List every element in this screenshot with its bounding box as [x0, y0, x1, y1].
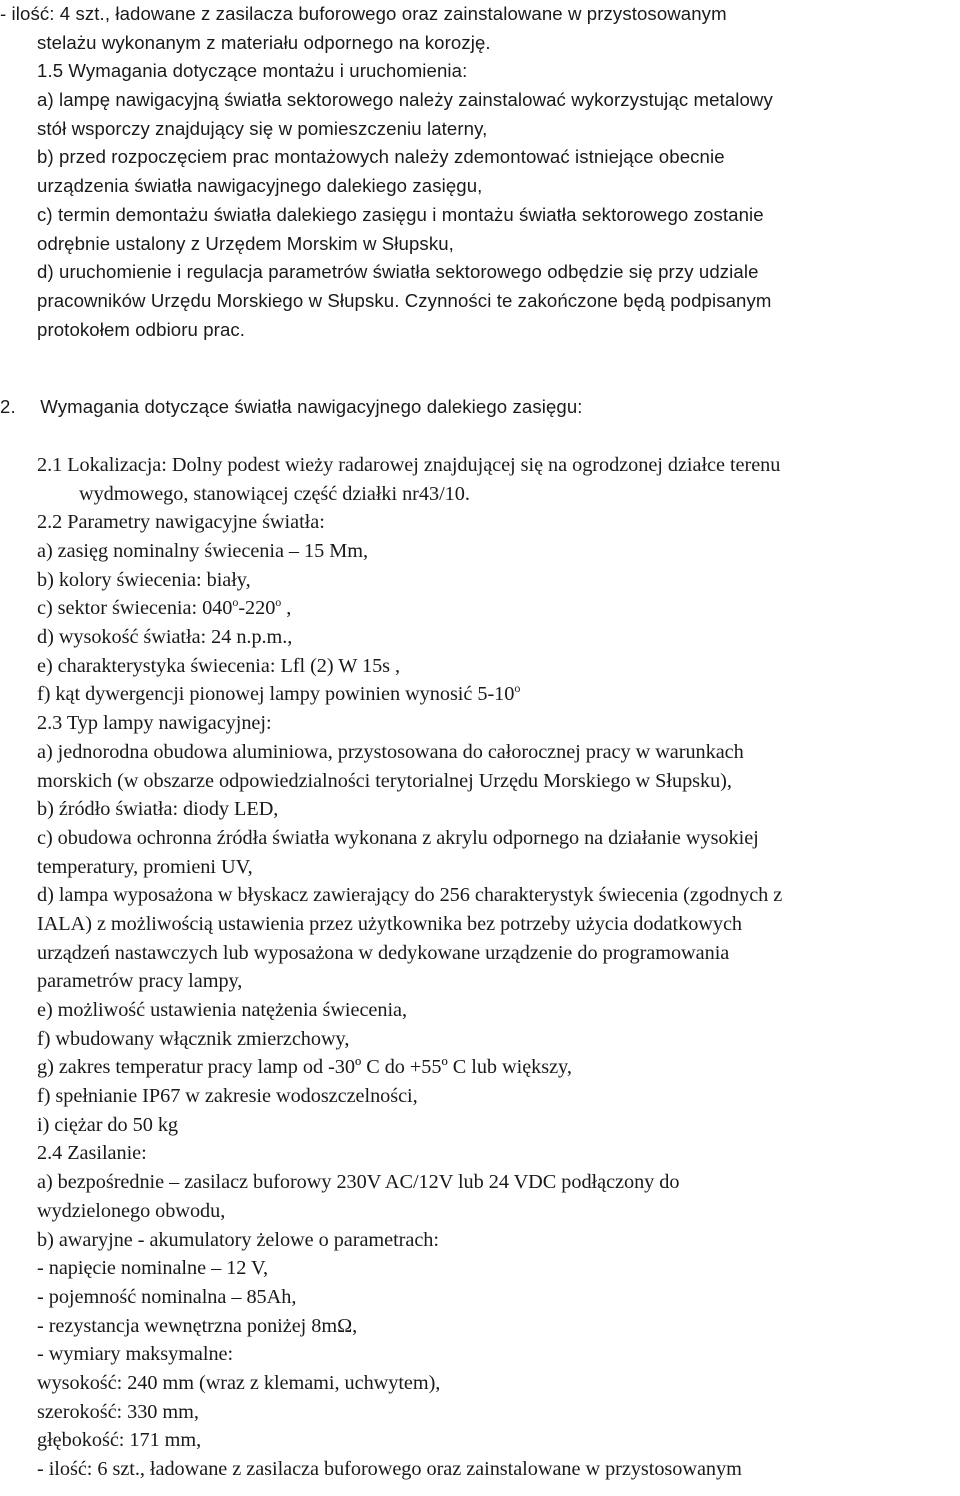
text-line: - pojemność nominalna – 85Ah, — [37, 1285, 297, 1308]
text-line: f) kąt dywergencji pionowej lampy powinien wynosić 5-10$^o$ — [37, 681, 521, 706]
heading-number: 2. — [0, 396, 16, 418]
text-line: głębokość: 171 mm, — [37, 1429, 202, 1452]
text-line: odrębnie ustalony z Urzędem Morskim w Słupsku, — [37, 232, 454, 254]
text-line: c) sektor świecenia: 040$^o$-220$^o$ , — [37, 595, 292, 620]
section-heading-2-4: 2.4 Zasilanie: — [37, 1142, 147, 1165]
text-line: a) lampę nawigacyjną światła sektorowego należy zainstalować wykorzystując metalowy — [37, 89, 773, 111]
text-line: b) kolory świecenia: biały, — [37, 568, 251, 591]
text-line: a) zasięg nominalny świecenia – 15 Mm, — [37, 540, 368, 562]
text-line: f) spełnianie IP67 w zakresie wodoszczelności, — [37, 1085, 418, 1108]
text-line: - ilość: 4 szt., ładowane z zasilacza buforowego oraz zainstalowane w przystosowanym — [0, 3, 727, 24]
text-line: d) lampa wyposażona w błyskacz zawierający do 256 charakterystyk świecenia (zgodnych z — [37, 884, 783, 907]
text-line: pracowników Urzędu Morskiego w Słupsku. Czynności te zakończone będą podpisanym — [37, 289, 772, 311]
text-line: wydmowego, stanowiącej część działki nr43/10. — [79, 482, 470, 505]
text-line: d) uruchomienie i regulacja parametrów światła sektorowego odbędzie się przy udziale — [37, 261, 759, 283]
text-line: 2.1 Lokalizacja: Dolny podest wieży radarowej znajdującej się na ogrodzonej działce terenu — [37, 453, 781, 476]
text-line: a) bezpośrednie – zasilacz buforowy 230V AC/12V lub 24 VDC podłączony do — [37, 1171, 680, 1194]
text-line: b) źródło światła: diody LED, — [37, 798, 279, 821]
text-line: i) ciężar do 50 kg — [37, 1113, 179, 1136]
section-heading-2-2: 2.2 Parametry nawigacyjne światła: — [37, 511, 325, 534]
text-line: szerokość: 330 mm, — [37, 1400, 199, 1423]
text-line: c) termin demontażu światła dalekiego zasięgu i montażu światła sektorowego zostanie — [37, 203, 764, 225]
text-line: wysokość: 240 mm (wraz z klemami, uchwytem), — [37, 1371, 441, 1394]
text-line: temperatury, promieni UV, — [37, 855, 253, 878]
text-line: - ilość: 6 szt., ładowane z zasilacza buforowego oraz zainstalowane w przystosowanym — [37, 1458, 742, 1480]
text-line: - wymiary maksymalne: — [37, 1343, 234, 1366]
text-line: protokołem odbioru prac. — [37, 318, 246, 340]
section-heading-2-3: 2.3 Typ lampy nawigacyjnej: — [37, 712, 272, 735]
section-heading-2 — [0, 393, 960, 422]
text-line: c) obudowa ochronna źródła światła wykonana z akrylu odpornego na działanie wysokiej — [37, 826, 759, 849]
text-line: a) jednorodna obudowa aluminiowa, przystosowana do całorocznej pracy w warunkach — [37, 740, 744, 763]
text-line: stelażu wykonanym z materiału odpornego na korozję. — [37, 31, 491, 53]
text-line: IALA) z możliwością ustawienia przez użytkownika bez potrzeby użycia dodatkowych — [37, 912, 743, 935]
text-line: e) możliwość ustawienia natężenia świecenia, — [37, 999, 408, 1021]
text-line: - rezystancja wewnętrzna poniżej 8mΩ, — [37, 1314, 358, 1337]
text-line: - napięcie nominalne – 12 V, — [37, 1257, 269, 1280]
text-line: wydzielonego obwodu, — [37, 1199, 226, 1222]
heading-text: Wymagania dotyczące światła nawigacyjnego dalekiego zasięgu: — [40, 396, 583, 418]
section-heading-1-5: 1.5 Wymagania dotyczące montażu i uruchomienia: — [37, 60, 468, 82]
text-line: parametrów pracy lampy, — [37, 970, 243, 993]
text-line: b) przed rozpoczęciem prac montażowych należy zdemontować istniejące obecnie — [37, 146, 725, 168]
text-line: b) awaryjne - akumulatory żelowe o parametrach: — [37, 1228, 439, 1251]
text-line: urządzenia światła nawigacyjnego dalekiego zasięgu, — [37, 175, 483, 197]
text-line: stół wsporczy znajdujący się w pomieszczeniu laterny, — [37, 117, 488, 139]
text-line: g) zakres temperatur pracy lamp od -30º C do +55º C lub większy, — [37, 1056, 572, 1079]
text-line: d) wysokość światła: 24 n.p.m., — [37, 626, 293, 649]
text-line: morskich (w obszarze odpowiedzialności terytorialnej Urzędu Morskiego w Słupsku), — [37, 769, 732, 792]
text-line: f) wbudowany włącznik zmierzchowy, — [37, 1027, 350, 1050]
text-line: urządzeń nastawczych lub wyposażona w dedykowane urządzenie do programowania — [37, 941, 730, 964]
text-line: e) charakterystyka świecenia: Lfl (2) W 15s , — [37, 654, 401, 677]
